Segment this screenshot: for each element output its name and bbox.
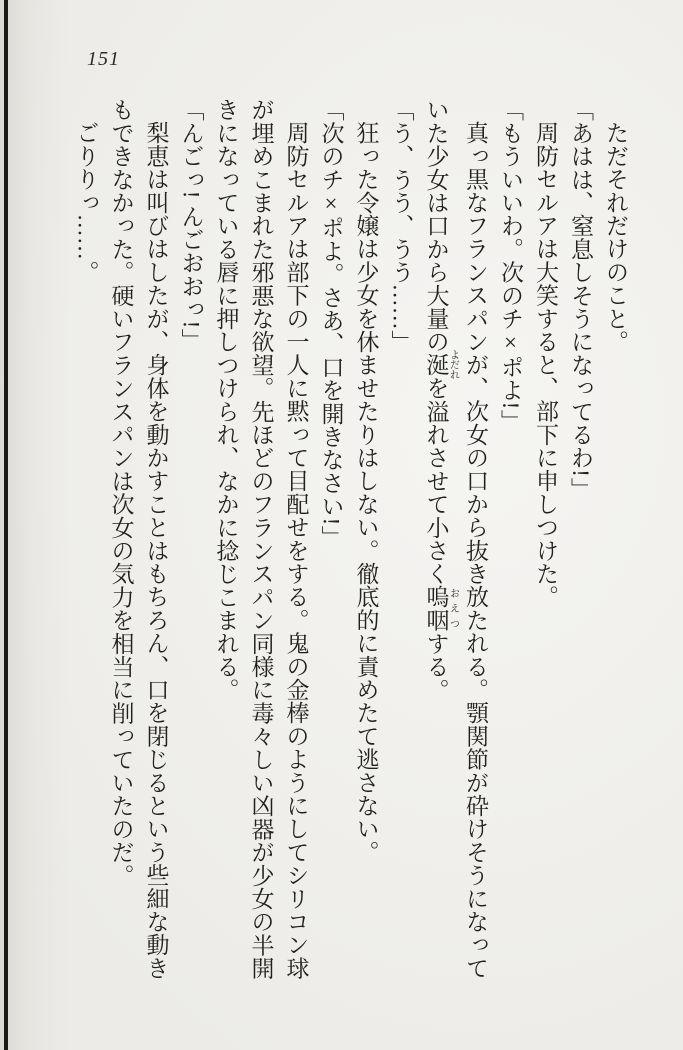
- body-text: [69, 98, 634, 993]
- text-line: 「次のチ×ポよ。さあ、口を開きなさい!」: [318, 98, 344, 549]
- text-line: 「あはは、窒息しそうになってるわ!」: [568, 98, 593, 501]
- ruby-annotated-word: 涎 よだれ: [423, 349, 459, 380]
- text-line: 真っ黒なフランスパンが、次女の口から抜き放たれる。顎関節が砕けそうになって: [463, 121, 488, 980]
- text-line: 周防セルアは部下の一人に黙って目配せをする。鬼の金棒のようにしてシリコン球: [283, 121, 309, 980]
- text-line: もできなかった。硬いフランスパンは次女の気力を相当に削っていたのだ。: [108, 98, 134, 887]
- text-line: きになっている唇に押しつけられ、なかに捻じこまれる。: [213, 98, 239, 702]
- text-line: ごりりっ……。: [73, 121, 99, 284]
- text-line: が埋めこまれた邪悪な欲望。先ほどのフランスパン同様に毒々しい凶器が少女の半開: [248, 98, 274, 980]
- text-line: 「う、うう、うう……」: [388, 98, 414, 354]
- ruby-annotated-word: 嗚咽 おえつ: [423, 585, 459, 632]
- text-line: 周防セルアは大笑すると、部下に申しつけた。: [533, 121, 558, 609]
- text-line: 「もういいわ。次のチ×ポよ!」: [498, 98, 523, 433]
- page-edge-line: [4, 0, 8, 1050]
- page-number: 151: [87, 48, 120, 70]
- text-line: いた少女は口から大量の涎 よだれを溢れさせて小さく嗚咽 おえつする。: [423, 98, 459, 702]
- text-line: 「んごっ! んごおおっ!」: [178, 98, 204, 352]
- text-line: 狂った令嬢は少女を休ませたりはしない。徹底的に責めたて逃さない。: [353, 121, 379, 864]
- text-line: ただそれだけのこと。: [603, 121, 628, 353]
- text-line: 梨恵は叫びはしたが、身体を動かすことはもちろん、口を閉じるという些細な動き: [143, 121, 169, 980]
